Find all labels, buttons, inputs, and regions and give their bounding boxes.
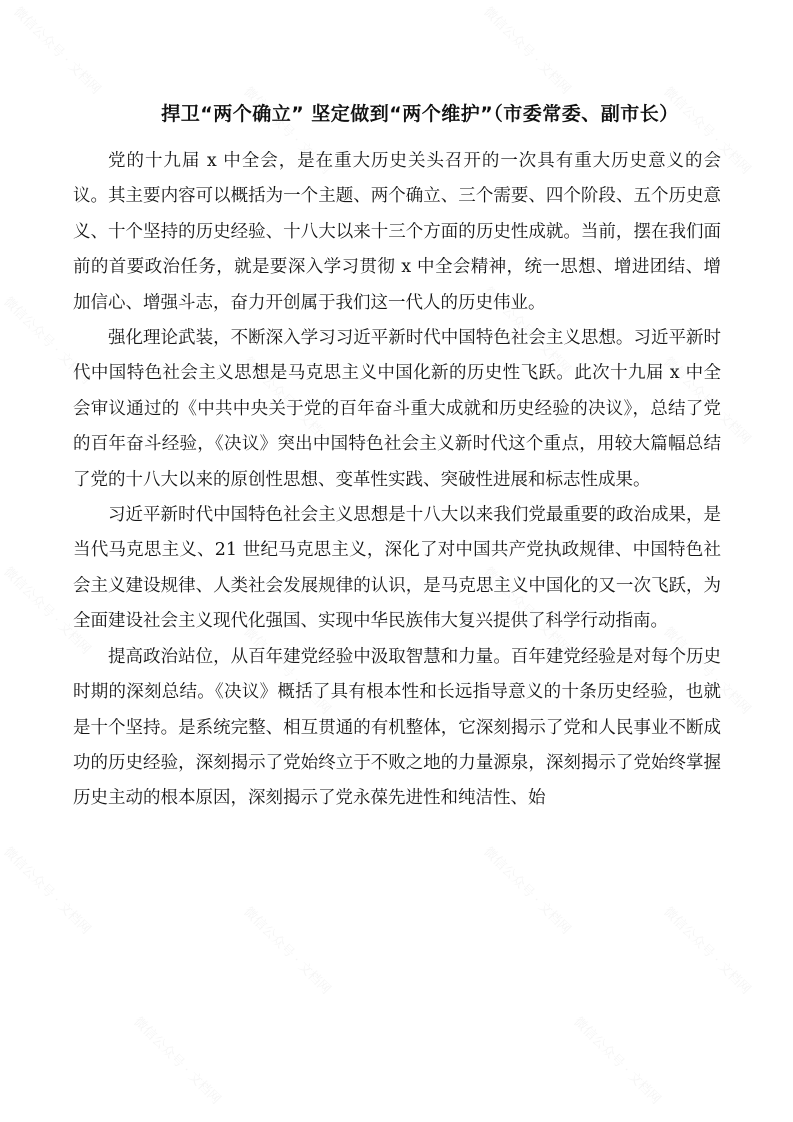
watermark: 微信公众号 · 文档网 (480, 284, 574, 378)
paragraph-2: 强化理论武装，不断深入学习习近平新时代中国特色社会主义思想。习近平新时代中国特色社会主义思想是马克思主义中国化新的历史性飞跃。此次十九届 x 中全会审议通过的《中共中央关于党的百年奋斗重大成就和历史经验的决议》，总结了党的百年奋斗经验，《决议》突出中国特色社会主义新时代这个重点，用较大篇幅总结了党的十八大以来的原创性思想、变革性实践、突破性进展和标志性成果。 (73, 328, 721, 490)
watermark: 微信公众号 · 文档网 (240, 904, 334, 998)
watermark: 微信公众号 · 文档网 (660, 624, 754, 718)
watermark: 微信公众号 · 文档网 (480, 4, 574, 98)
document-body (73, 144, 721, 817)
watermark: 微信公众号 · 文档网 (480, 844, 574, 938)
paragraph-3: 习近平新时代中国特色社会主义思想是十八大以来我们党最重要的政治成果，是当代马克思主义、21 世纪马克思主义，深化了对中国共产党执政规律、中国特色社会主义建设规律、人类社会发展规律的认识，是马克思主义中国化的又一次飞跃，为全面建设社会主义现代化强国、实现中华民族伟大复兴提供了科学行动指南。 (73, 505, 721, 632)
watermark: 微信公众号 · 文档网 (480, 564, 574, 658)
watermark: 微信公众号 · 文档网 (130, 1014, 224, 1108)
watermark: 微信公众号 · 文档网 (10, 4, 104, 98)
watermark: 微信公众号 · 文档网 (240, 84, 334, 178)
watermark: 微信公众号 · 文档网 (240, 354, 334, 448)
paragraph-1: 党的十九届 x 中全会，是在重大历史关头召开的一次具有重大历史意义的会议。其主要内容可以概括为一个主题、两个确立、三个需要、四个阶段、五个历史意义、十个坚持的历史经验、十八大以来十三个方面的历史性成就。当前，摆在我们面前的首要政治任务，就是要深入学习贯彻 x 中全会精神，统一思想、增进团结、增加信心、增强斗志，奋力开创属于我们这一代人的历史伟业。 (73, 151, 721, 313)
watermark: 微信公众号 · 文档网 (660, 904, 754, 998)
watermark: 微信公众号 · 文档网 (660, 84, 754, 178)
watermark: 微信公众号 · 文档网 (240, 624, 334, 718)
watermark: 微信公众号 · 文档网 (570, 1014, 664, 1108)
document-title: 捍卫“两个确立” 坚定做到“两个维护”（市委常委、副市长） (161, 103, 679, 125)
paragraph-4: 提高政治站位，从百年建党经验中汲取智慧和力量。百年建党经验是对每个历史时期的深刻总结。《决议》概括了具有根本性和长远指导意义的十条历史经验，也就是十个坚持。是系统完整、相互贯通的有机整体，它深刻揭示了党和人民事业不断成功的历史经验，深刻揭示了党始终立于不败之地的力量源泉，深刻揭示了党始终掌握历史主动的根本原因，深刻揭示了党永葆先进性和纯洁性、始 (73, 646, 721, 809)
watermark: 微信公众号 · 文档网 (0, 844, 94, 938)
watermark: 微信公众号 · 文档网 (660, 354, 754, 448)
watermark: 微信公众号 · 文档网 (0, 294, 94, 388)
watermark: 微信公众号 · 文档网 (0, 564, 94, 658)
